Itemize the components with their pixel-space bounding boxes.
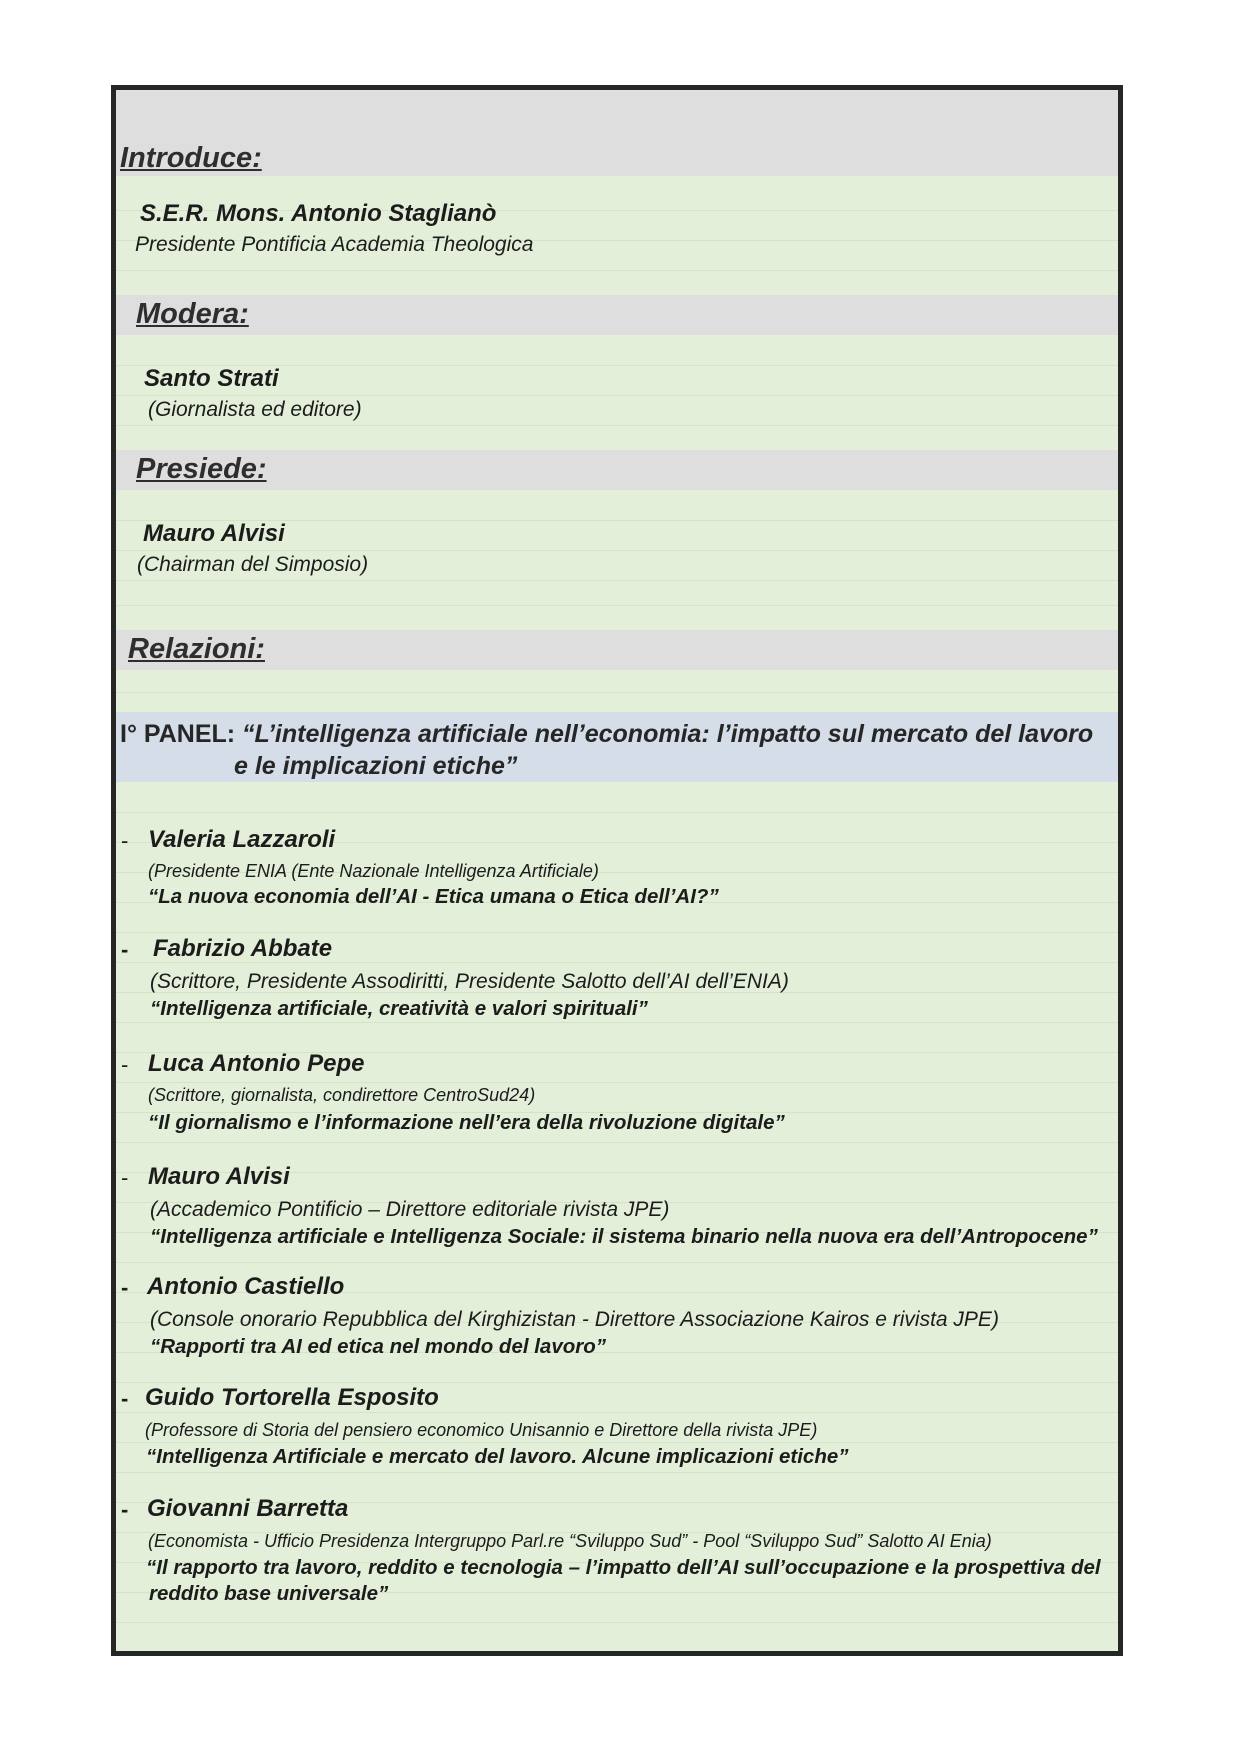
row-rule bbox=[116, 1082, 1118, 1083]
row-rule bbox=[116, 270, 1118, 271]
speaker-name: Fabrizio Abbate bbox=[153, 935, 333, 962]
modera-name: Santo Strati bbox=[144, 365, 279, 392]
relazioni-band bbox=[116, 630, 1118, 670]
speaker-name: Antonio Castiello bbox=[147, 1273, 345, 1300]
modera-heading: Modera: bbox=[136, 298, 249, 330]
row-rule bbox=[116, 1382, 1118, 1383]
speaker-bullet: - bbox=[121, 937, 129, 962]
row-rule bbox=[116, 1442, 1118, 1443]
speaker-role: (Presidente ENIA (Ente Nazionale Intelligenza Artificiale) bbox=[148, 861, 599, 881]
speaker-topic: “Rapporti tra AI ed etica nel mondo del lavoro” bbox=[150, 1335, 607, 1358]
row-rule bbox=[116, 425, 1118, 426]
panel-title-cont bbox=[234, 752, 517, 781]
program-frame bbox=[111, 85, 1123, 1656]
introduce-heading: Introduce: bbox=[120, 142, 262, 174]
row-rule bbox=[116, 692, 1118, 693]
presiede-heading: Presiede: bbox=[136, 453, 267, 485]
row-rule bbox=[116, 550, 1118, 551]
row-rule bbox=[116, 395, 1118, 396]
speaker-bullet: - bbox=[121, 1497, 129, 1522]
speaker-role: (Scrittore, Presidente Assodiritti, Presidente Salotto dell’AI dell’ENIA) bbox=[150, 970, 789, 993]
panel-title-line1: “L’intelligenza artificiale nell’economia: l’impatto sul mercato del lavoro bbox=[242, 720, 1094, 748]
speaker-role: (Professore di Storia del pensiero economico Unisannio e Direttore della rivista JPE) bbox=[145, 1420, 818, 1440]
speaker-name: Giovanni Barretta bbox=[147, 1495, 349, 1522]
row-rule bbox=[116, 812, 1118, 813]
speaker-bullet: - bbox=[121, 1275, 129, 1300]
row-rule bbox=[116, 1142, 1118, 1143]
speaker-bullet: - bbox=[121, 1052, 129, 1077]
introduce-band bbox=[116, 90, 1118, 176]
speaker-bullet: - bbox=[121, 1386, 129, 1411]
modera-role: (Giornalista ed editore) bbox=[148, 398, 362, 421]
speaker-name: Guido Tortorella Esposito bbox=[145, 1384, 439, 1411]
row-rule bbox=[116, 1412, 1118, 1413]
speaker-name: Valeria Lazzaroli bbox=[148, 826, 336, 853]
panel-title bbox=[120, 720, 1093, 749]
speaker-topic: “Il rapporto tra lavoro, reddito e tecnologia – l’impatto dell’AI sull’occupazione e la prospettiva del bbox=[146, 1556, 1101, 1579]
speaker-role: (Accademico Pontificio – Direttore editoriale rivista JPE) bbox=[150, 1198, 670, 1221]
row-rule bbox=[116, 1022, 1118, 1023]
speaker-role: (Console onorario Repubblica del Kirghizistan - Direttore Associazione Kairos e rivista JPE) bbox=[150, 1308, 999, 1331]
introduce-name: S.E.R. Mons. Antonio Staglianò bbox=[140, 200, 497, 227]
speaker-role: (Economista - Ufficio Presidenza Intergruppo Parl.re “Sviluppo Sud” - Pool “Sviluppo Sud” Salotto AI Enia) bbox=[148, 1531, 992, 1551]
speaker-role: (Scrittore, giornalista, condirettore CentroSud24) bbox=[148, 1085, 536, 1105]
presiede-name: Mauro Alvisi bbox=[143, 520, 285, 547]
speaker-topic: “Intelligenza artificiale, creatività e valori spirituali” bbox=[150, 997, 648, 1020]
speaker-topic: “Intelligenza Artificiale e mercato del lavoro. Alcune implicazioni etiche” bbox=[146, 1445, 849, 1468]
speaker-bullet: - bbox=[121, 828, 129, 853]
row-rule bbox=[116, 1472, 1118, 1473]
speaker-bullet: - bbox=[121, 1165, 129, 1190]
row-rule bbox=[116, 580, 1118, 581]
modera-band bbox=[116, 295, 1118, 335]
speaker-topic: “Il giornalismo e l’informazione nell’era della rivoluzione digitale” bbox=[148, 1111, 785, 1134]
speaker-topic-cont: reddito base universale” bbox=[149, 1582, 389, 1605]
presiede-role: (Chairman del Simposio) bbox=[137, 553, 369, 576]
speaker-topic: “La nuova economia dell’AI - Etica umana o Etica dell’AI?” bbox=[148, 885, 719, 908]
row-rule bbox=[116, 932, 1118, 933]
row-rule bbox=[116, 605, 1118, 606]
panel-prefix: I° PANEL: bbox=[120, 720, 243, 748]
introduce-role: Presidente Pontificia Academia Theologica bbox=[135, 233, 534, 256]
row-rule bbox=[116, 1622, 1118, 1623]
speaker-name: Luca Antonio Pepe bbox=[148, 1050, 365, 1077]
speaker-topic: “Intelligenza artificiale e Intelligenza Sociale: il sistema binario nella nuova era dell’Antropocene” bbox=[150, 1225, 1098, 1248]
relazioni-heading: Relazioni: bbox=[128, 633, 265, 665]
speaker-name: Mauro Alvisi bbox=[148, 1163, 290, 1190]
panel-title-line2: e le implicazioni etiche” bbox=[234, 752, 518, 780]
row-rule bbox=[116, 1262, 1118, 1263]
